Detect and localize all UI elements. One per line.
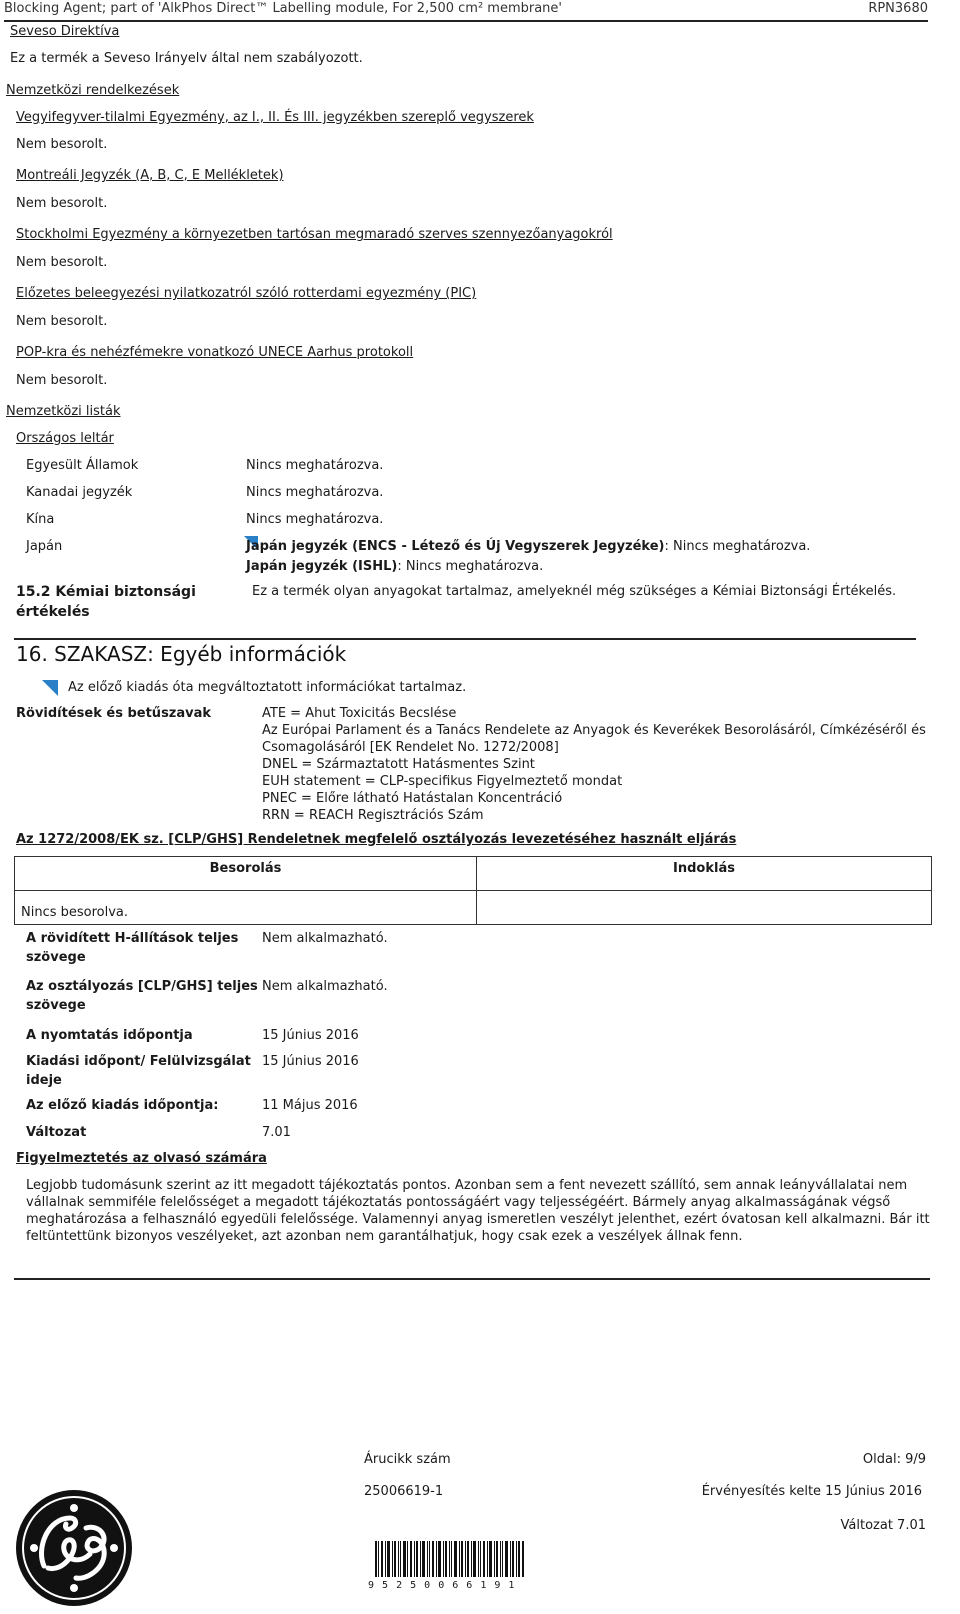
abbr-line-regulation-cont: Csomagolásáról [EK Rendelet No. 1272/2008]	[262, 740, 559, 755]
version-label: Változat	[26, 1125, 87, 1140]
previous-date-value: 11 Május 2016	[262, 1098, 358, 1113]
regulation-value-stockholm: Nem besorolt.	[16, 255, 108, 270]
product-code: RPN3680	[868, 1, 928, 16]
japan-encs-line	[246, 539, 810, 554]
regulation-value-cwc: Nem besorolt.	[16, 137, 108, 152]
inventory-value-usa: Nincs meghatározva.	[246, 458, 384, 473]
international-heading: Nemzetközi rendelkezések	[6, 83, 180, 98]
abbr-line-ate: ATE = Ahut Toxicitás Becslése	[262, 706, 457, 721]
abbr-label: Rövidítések és betűszavak	[16, 706, 212, 721]
japan-ishl-value: : Nincs meghatározva.	[397, 559, 544, 574]
abbr-line-pnec: PNEC = Előre látható Hatástalan Koncentráció	[262, 791, 563, 806]
valid-date: Érvényesítés kelte 15 Június 2016	[701, 1484, 922, 1499]
chem-safety-label-line1: 15.2 Kémiai biztonsági	[16, 584, 196, 600]
version-value: 7.01	[262, 1125, 291, 1140]
japan-encs-label: Japán jegyzék (ENCS - Létező és Új Vegyszerek Jegyzéke)	[246, 539, 665, 554]
abbr-line-euh: EUH statement = CLP-specifikus Figyelmeztető mondat	[262, 774, 623, 789]
notice-line-1: Legjobb tudomásunk szerint az itt megadott tájékoztatás pontos. Azonban sem a fent nevezett szállító, sem annak leányvállalatai nem	[26, 1178, 908, 1193]
notice-line-3: meghatározása a felhasználó egyedüli felelőssége. Valamennyi anyag ismeretlen veszélyt jelenthet, ezért óvatosan kell alkalmazni. Bár itt	[26, 1212, 930, 1227]
clp-text-label-line1: Az osztályozás [CLP/GHS] teljes	[26, 979, 258, 994]
table-cell-indoklas	[477, 891, 932, 925]
chem-safety-label-line2: értékelés	[16, 604, 90, 620]
inventory-value-china: Nincs meghatározva.	[246, 512, 384, 527]
notice-line-2: vállalnak semmiféle felelősséget a megadott tájékoztatás pontosságáért vagy teljességéért. Bármely anyag alkalmasságának végső	[26, 1195, 891, 1210]
document-title: Blocking Agent; part of 'AlkPhos Direct™ Labelling module, For 2,500 cm² membrane'	[4, 1, 562, 16]
h-text-label-line2: szövege	[26, 950, 86, 965]
regulation-value-montreal: Nem besorolt.	[16, 196, 108, 211]
issue-date-value: 15 Június 2016	[262, 1054, 359, 1069]
regulation-title-montreal: Montreáli Jegyzék (A, B, C, E Mellékletek)	[16, 168, 284, 183]
regulation-title-aarhus: POP-kra és nehézfémekre vonatkozó UNECE Aarhus protokoll	[16, 345, 414, 360]
end-rule	[14, 1278, 930, 1280]
table-header-indoklas: Indoklás	[477, 857, 932, 891]
issue-date-label-line2: ideje	[26, 1073, 62, 1088]
chem-safety-text: Ez a termék olyan anyagokat tartalmaz, amelyeknél még szükséges a Kémiai Biztonsági Értékelés.	[252, 584, 897, 599]
seveso-heading: Seveso Direktíva	[10, 24, 120, 39]
lists-heading: Nemzetközi listák	[6, 404, 121, 419]
changed-note: Az előző kiadás óta megváltoztatott információkat tartalmaz.	[68, 680, 467, 695]
change-marker-icon	[42, 680, 58, 696]
procedure-heading: Az 1272/2008/EK sz. [CLP/GHS] Rendeletnek megfelelő osztályozás levezetéséhez használt eljárás	[16, 832, 737, 847]
table-row	[15, 891, 932, 925]
table-cell-besorolas: Nincs besorolva.	[15, 891, 477, 925]
japan-ishl-line	[246, 559, 543, 574]
clp-text-value: Nem alkalmazható.	[262, 979, 388, 994]
item-number-label: Árucikk szám	[364, 1452, 451, 1467]
japan-encs-value: : Nincs meghatározva.	[664, 539, 811, 554]
previous-date-label: Az előző kiadás időpontja:	[26, 1098, 219, 1113]
notice-heading: Figyelmeztetés az olvasó számára	[16, 1151, 267, 1166]
footer-version: Változat 7.01	[840, 1518, 926, 1533]
issue-date-label-line1: Kiadási időpont/ Felülvizsgálat	[26, 1054, 251, 1069]
notice-line-4: feltüntettünk bizonyos veszélyeket, azt azonban nem garantálhatjuk, hogy csak ezek a veszélyek állnak fenn.	[26, 1229, 743, 1244]
print-date-label: A nyomtatás időpontja	[26, 1028, 193, 1043]
inventory-label-japan: Japán	[26, 539, 63, 554]
japan-ishl-label: Japán jegyzék (ISHL)	[246, 559, 398, 574]
section16-title: 16. SZAKASZ: Egyéb információk	[16, 642, 347, 666]
seveso-text: Ez a termék a Seveso Irányelv által nem szabályozott.	[10, 51, 363, 66]
clp-text-label-line2: szövege	[26, 998, 86, 1013]
barcode-digits: 9 5 2 5 0 0 6 6 1 9 1	[368, 1580, 516, 1591]
ge-logo-icon	[14, 1488, 134, 1608]
abbr-line-regulation: Az Európai Parlament és a Tanács Rendelete az Anyagok és Keverékek Besorolásáról, Címkézéséről és	[262, 723, 926, 738]
print-date-value: 15 Június 2016	[262, 1028, 359, 1043]
regulation-title-stockholm: Stockholmi Egyezmény a környezetben tartósan megmaradó szerves szennyezőanyagokról	[16, 227, 613, 242]
item-number-value: 25006619-1	[364, 1484, 444, 1499]
regulation-title-cwc: Vegyifegyver-tilalmi Egyezmény, az I., II. És III. jegyzékben szereplő vegyszerek	[16, 110, 534, 125]
regulation-value-rotterdam: Nem besorolt.	[16, 314, 108, 329]
table-header-besorolas: Besorolás	[15, 857, 477, 891]
section16-rule	[14, 638, 916, 640]
abbr-line-rrn: RRN = REACH Regisztrációs Szám	[262, 808, 484, 823]
inventory-value-canada: Nincs meghatározva.	[246, 485, 384, 500]
h-text-value: Nem alkalmazható.	[262, 931, 388, 946]
inventory-heading: Országos leltár	[16, 431, 114, 446]
h-text-label-line1: A rövidített H-állítások teljes	[26, 931, 239, 946]
regulation-title-rotterdam: Előzetes beleegyezési nyilatkozatról szóló rotterdami egyezmény (PIC)	[16, 286, 477, 301]
inventory-label-china: Kína	[26, 512, 55, 527]
page-number: Oldal: 9/9	[862, 1452, 926, 1467]
inventory-label-usa: Egyesült Államok	[26, 458, 139, 473]
table-row	[15, 857, 932, 891]
classification-table	[14, 856, 932, 925]
abbr-line-dnel: DNEL = Származtatott Hatásmentes Szint	[262, 757, 535, 772]
regulation-value-aarhus: Nem besorolt.	[16, 373, 108, 388]
inventory-label-canada: Kanadai jegyzék	[26, 485, 133, 500]
header-rule	[4, 20, 928, 22]
